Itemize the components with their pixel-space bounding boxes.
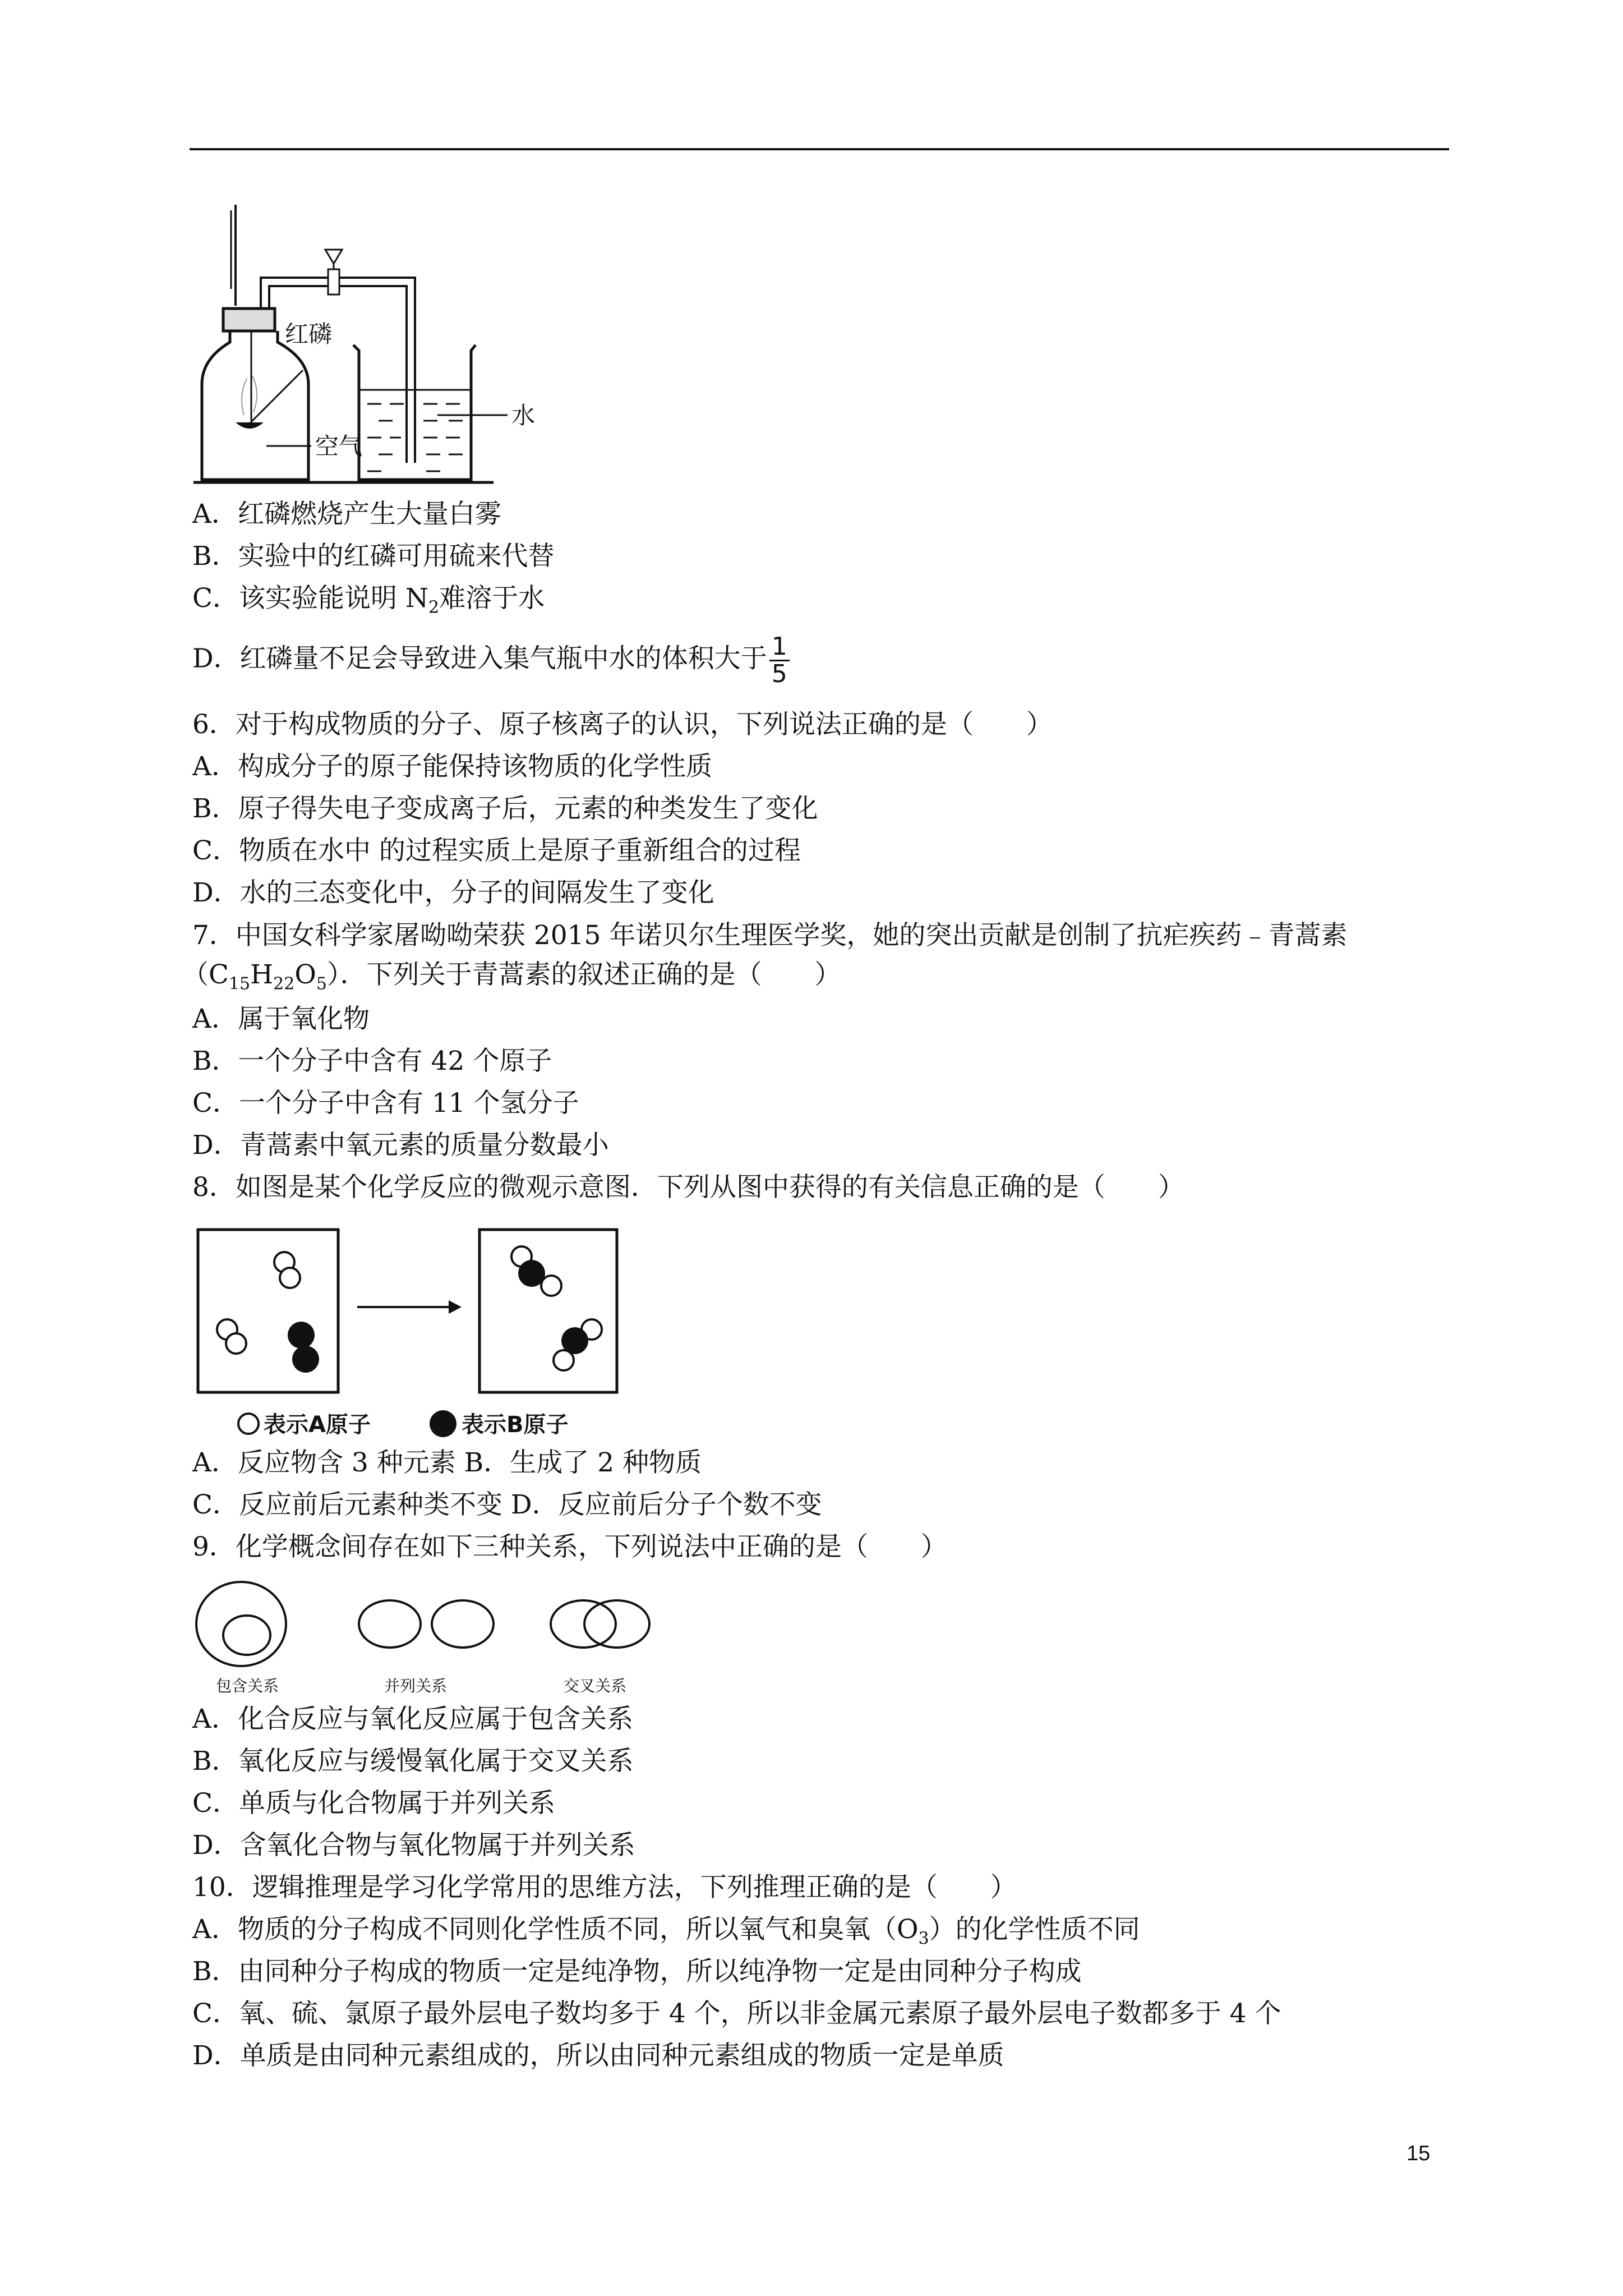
q7-option-a: A．属于氧化物: [192, 1004, 370, 1034]
q9-option-c: C．单质与化合物属于并列关系: [192, 1788, 555, 1819]
q10-stem: 10．逻辑推理是学习化学常用的思维方法，下列推理正确的是（ ）: [192, 1872, 1017, 1903]
q6-option-b: B．原子得失电子变成离子后，元素的种类发生了变化: [192, 793, 818, 824]
q6-option-c: C．物质在水中 的过程实质上是原子重新组合的过程: [192, 835, 801, 866]
q7-formula-o: O: [294, 959, 316, 990]
label-parallel-relation: 并列关系: [384, 1677, 448, 1695]
q6-option-d: D．水的三态变化中，分子的间隔发生了变化: [192, 877, 714, 908]
red-phosphorus-apparatus-figure: [191, 199, 572, 491]
q5-option-a: A．红磷燃烧产生大量白雾: [192, 499, 501, 530]
q8-options-ab: A．反应物含 3 种元素 B．生成了 2 种物质: [192, 1447, 702, 1478]
q10-option-d: D．单质是由同种元素组成的，所以由同种元素组成的物质一定是单质: [192, 2040, 1004, 2071]
q5-option-b: B．实验中的红磷可用硫来代替: [192, 541, 555, 572]
fraction-denominator: 5: [771, 660, 787, 688]
q5-option-d-text: D．红磷量不足会导致进入集气瓶中水的体积大于: [192, 643, 767, 674]
page-number: 15: [1407, 2142, 1431, 2165]
legend-b-atom: 表示B原子: [462, 1412, 569, 1438]
fraction: [769, 634, 790, 687]
q10-option-b: B．由同种分子构成的物质一定是纯净物，所以纯净物一定是由同种分子构成: [192, 1956, 1082, 1987]
legend-a-atom: 表示A原子: [264, 1412, 371, 1438]
label-inclusion-relation: 包含关系: [216, 1677, 279, 1695]
label-air: 空气: [315, 432, 363, 460]
q7-option-b: B．一个分子中含有 42 个原子: [192, 1046, 552, 1076]
q5-option-c-sub: 2: [428, 597, 440, 618]
q6-stem: 6．对于构成物质的分子、原子核离子的认识，下列说法正确的是（ ）: [192, 709, 1053, 740]
label-intersection-relation: 交叉关系: [564, 1677, 627, 1695]
q8-options-cd: C．反应前后元素种类不变 D．反应前后分子个数不变: [192, 1489, 822, 1520]
q7-stem-tail: ）．下列关于青蒿素的叙述正确的是（ ）: [326, 959, 841, 990]
q10-option-a-suffix: ）的化学性质不同: [929, 1914, 1140, 1945]
label-water: 水: [511, 402, 536, 429]
q9-option-d: D．含氧化合物与氧化物属于并列关系: [192, 1830, 635, 1861]
q5-option-c-suffix: 难溶于水: [439, 583, 545, 614]
q7-formula-open: （C: [182, 959, 229, 990]
concept-relations-diagram: [191, 1579, 662, 1700]
q5-option-d: [192, 634, 790, 687]
header-rule: [190, 148, 1449, 150]
q9-option-b: B．氧化反应与缓慢氧化属于交叉关系: [192, 1746, 634, 1777]
fraction-numerator: 1: [769, 634, 790, 661]
q7-formula-o-sub: 5: [316, 974, 327, 994]
q5-option-c: [192, 582, 545, 624]
q7-formula-h: H: [250, 959, 274, 990]
q9-option-a: A．化合反应与氧化反应属于包含关系: [192, 1704, 633, 1734]
q7-option-d: D．青蒿素中氧元素的质量分数最小: [192, 1130, 609, 1161]
q8-stem: 8．如图是某个化学反应的微观示意图．下列从图中获得的有关信息正确的是（ ）: [192, 1172, 1184, 1203]
q10-option-c: C．氧、硫、氯原子最外层电子数均多于 4 个，所以非金属元素原子最外层电子数都多于 4 个: [192, 1998, 1281, 2029]
label-red-phosphorus: 红磷: [285, 320, 333, 348]
q7-stem-line2: [182, 958, 841, 1001]
q7-formula-c-sub: 15: [228, 974, 251, 994]
q10-option-a: [192, 1913, 1140, 1955]
q10-option-a-prefix: A．物质的分子构成不同则化学性质不同，所以氧气和臭氧（O: [192, 1914, 919, 1945]
q5-option-c-prefix: C．该实验能说明 N: [192, 583, 429, 614]
q7-option-c: C．一个分子中含有 11 个氢分子: [192, 1088, 579, 1119]
q7-stem: 7．中国女科学家屠呦呦荣获 2015 年诺贝尔生理医学奖，她的突出贡献是创制了抗疟疾药﹣青蒿素: [192, 920, 1348, 951]
reaction-micro-diagram: [193, 1223, 631, 1447]
q9-stem: 9．化学概念间存在如下三种关系，下列说法中正确的是（ ）: [192, 1531, 947, 1562]
q6-option-a: A．构成分子的原子能保持该物质的化学性质: [192, 751, 712, 782]
q7-formula-h-sub: 22: [273, 974, 295, 994]
q10-option-a-sub: 3: [918, 1929, 929, 1949]
